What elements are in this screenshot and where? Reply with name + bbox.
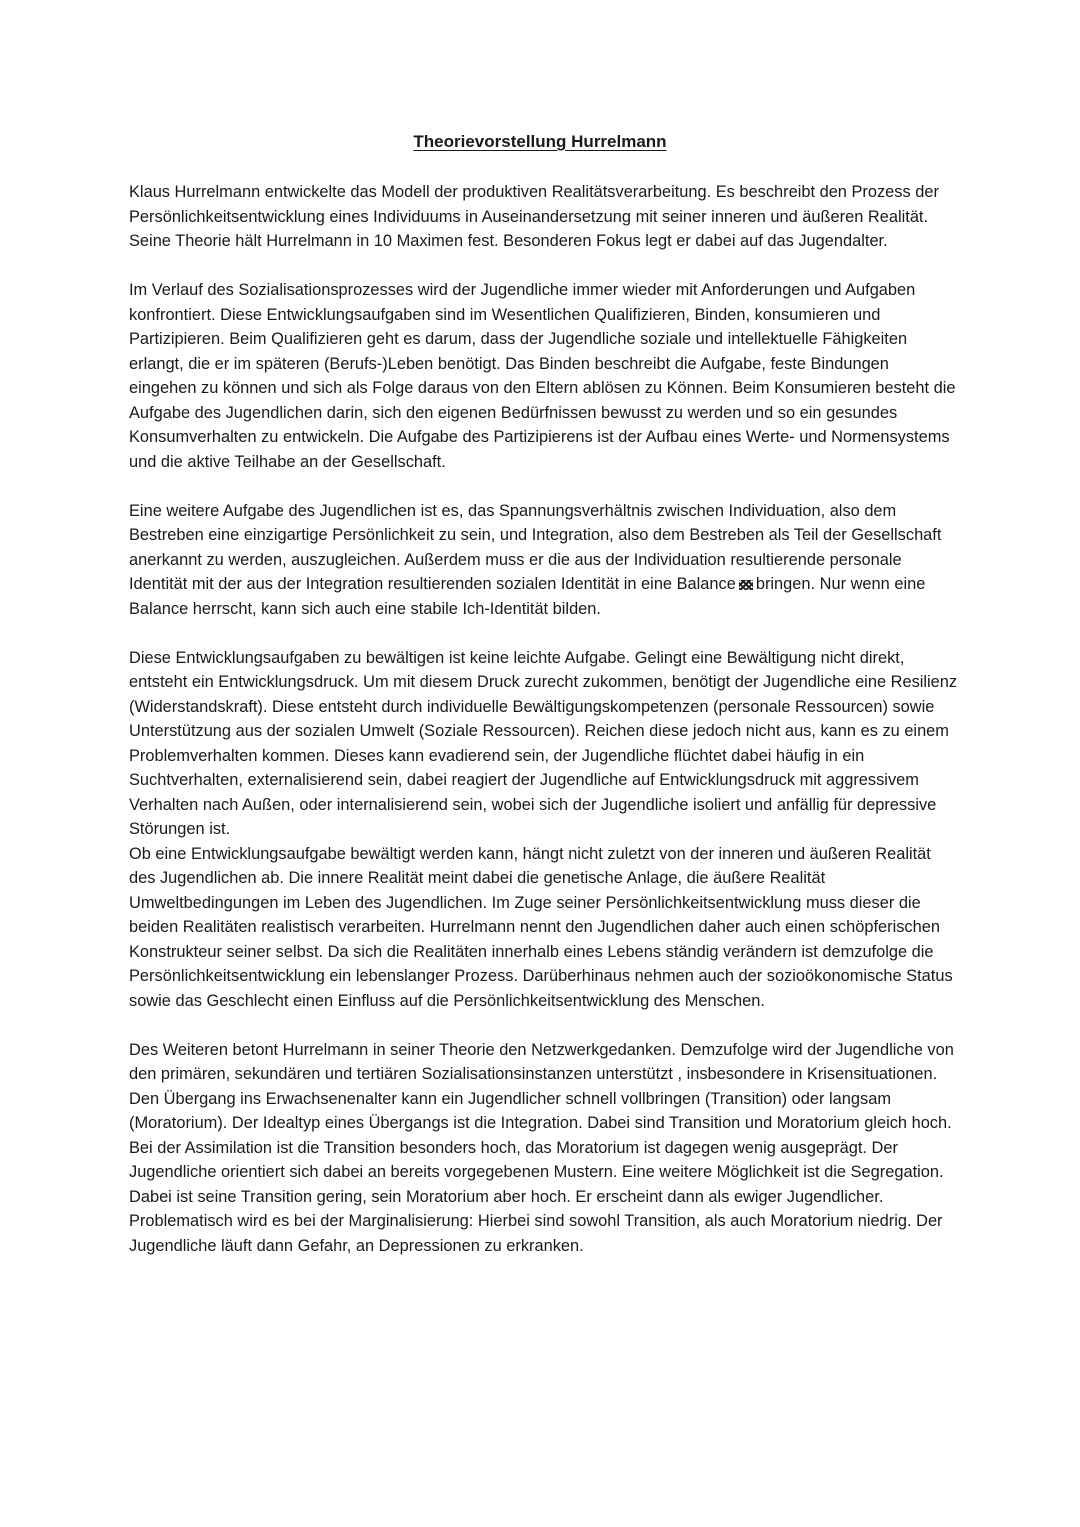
paragraph-identitaet-text-b: bringen. Nur wenn eine Balance herrscht, kann sich auch eine stabile Ich-Identität bilden.: [129, 575, 926, 618]
paragraph-entwicklungsaufgaben: Im Verlauf des Sozialisationsprozesses wird der Jugendliche immer wieder mit Anforderungen und Aufgaben konfrontiert. Diese Entwicklungsaufgaben sind im Wesentlichen Qualifizieren, Binden, konsumieren und Partizipieren. Beim Qualifizieren geht es darum, dass der Jugendliche soziale und intellektuelle Fähigkeiten erlangt, die er im späteren (Berufs-)Leben benötigt. Das Binden beschreibt die Aufgabe, feste Bindungen eingehen zu können und sich als Folge daraus von den Eltern ablösen zu Können. Beim Konsumieren besteht die Aufgabe des Jugendlichen darin, sich den eigenen Bedürfnissen bewusst zu werden und so ein gesundes Konsumverhalten zu entwickeln. Die Aufgabe des Partizipierens ist der Aufbau eines Werte- und Normensystems und die aktive Teilhabe an der Gesellschaft.: [129, 281, 956, 471]
paragraph-bewaeltigung: Diese Entwicklungsaufgaben zu bewältigen ist keine leichte Aufgabe. Gelingt eine Bewältigung nicht direkt, entsteht ein Entwicklungsdruck. Um mit diesem Druck zurecht zukommen, benötigt der Jugendliche eine Resilienz (Widerstandskraft). Diese entsteht durch individuelle Bewältigungskompetenzen (personale Ressourcen) sowie Unterstützung aus der sozialen Umwelt (Soziale Ressourcen). Reichen diese jedoch nicht aus, kann es zu einem Problemverhalten kommen. Dieses kann evadierend sein, der Jugendliche flüchtet dabei häufig in ein Suchtverhalten, externalisierend sein, dabei reagiert der Jugendliche auf Entwicklungsdruck mit aggressivem Verhalten nach Außen, oder internalisierend sein, wobei sich der Jugendliche isoliert und anfällig für depressive Störungen ist.: [129, 648, 958, 838]
paragraph-identitaet-text-a: Eine weitere Aufgabe des Jugendlichen ist es, das Spannungsverhältnis zwischen Individuation, also dem Bestreben eine einzigartige Persönlichkeit zu sein, und Integration, also dem Bestreben als Teil der Gesellschaft anerkannt zu werden, auszugleichen. Außerdem muss er die aus der Individuation resultierende personale Identität mit der aus der Integration resultierenden sozialen Identität in eine Balance: [129, 501, 942, 593]
document-body: [129, 180, 959, 1258]
paragraph-intro: Klaus Hurrelmann entwickelte das Modell der produktiven Realitätsverarbeitung. Es beschreibt den Prozess der Persönlichkeitsentwicklung eines Individuums in Auseinandersetzung mit seiner inneren und äußeren Realität. Seine Theorie hält Hurrelmann in 10 Maximen fest. Besonderen Fokus legt er dabei auf das Jugendalter.: [129, 183, 939, 250]
document-title: Theorievorstellung Hurrelmann: [413, 132, 667, 151]
scribble-mark-icon: [739, 580, 753, 590]
paragraph-uebergang: Den Übergang ins Erwachsenenalter kann ein Jugendlicher schnell vollbringen (Transition) oder langsam (Moratorium). Der Idealtyp eines Übergangs ist die Integration. Dabei sind Transition und Moratorium gleich hoch. Bei der Assimilation ist die Transition besonders hoch, das Moratorium ist dagegen wenig ausgeprägt. Der Jugendliche orientiert sich dabei an bereits vorgegebenen Mustern. Eine weitere Möglichkeit ist die Segregation. Dabei ist seine Transition gering, sein Moratorium aber hoch. Er erscheint dann als ewiger Jugendlicher. Problematisch wird es bei der Marginalisierung: Hierbei sind sowohl Transition, als auch Moratorium niedrig. Der Jugendliche läuft dann Gefahr, an Depressionen zu erkranken.: [129, 1089, 952, 1255]
paragraph-realitaet: Ob eine Entwicklungsaufgabe bewältigt werden kann, hängt nicht zuletzt von der inneren und äußeren Realität des Jugendlichen ab. Die innere Realität meint dabei die genetische Anlage, die äußere Realität Umweltbedingungen im Leben des Jugendlichen. Im Zuge seiner Persönlichkeitsentwicklung muss dieser die beiden Realitäten realistisch verarbeiten. Hurrelmann nennt den Jugendlichen daher auch einen schöpferischen Konstrukteur seiner selbst. Da sich die Realitäten innerhalb eines Lebens ständig verändern ist demzufolge die Persönlichkeitsentwicklung ein lebenslanger Prozess. Darüberhinaus nehmen auch der sozioökonomische Status sowie das Geschlecht einen Einfluss auf die Persönlichkeitsentwicklung des Menschen.: [129, 844, 953, 1010]
paragraph-identitaet: [129, 499, 959, 622]
paragraph-netzwerk: Des Weiteren betont Hurrelmann in seiner Theorie den Netzwerkgedanken. Demzufolge wird der Jugendliche von den primären, sekundären und tertiären Sozialisationsinstanzen unterstützt , insbesondere in Krisensituationen.: [129, 1040, 954, 1083]
